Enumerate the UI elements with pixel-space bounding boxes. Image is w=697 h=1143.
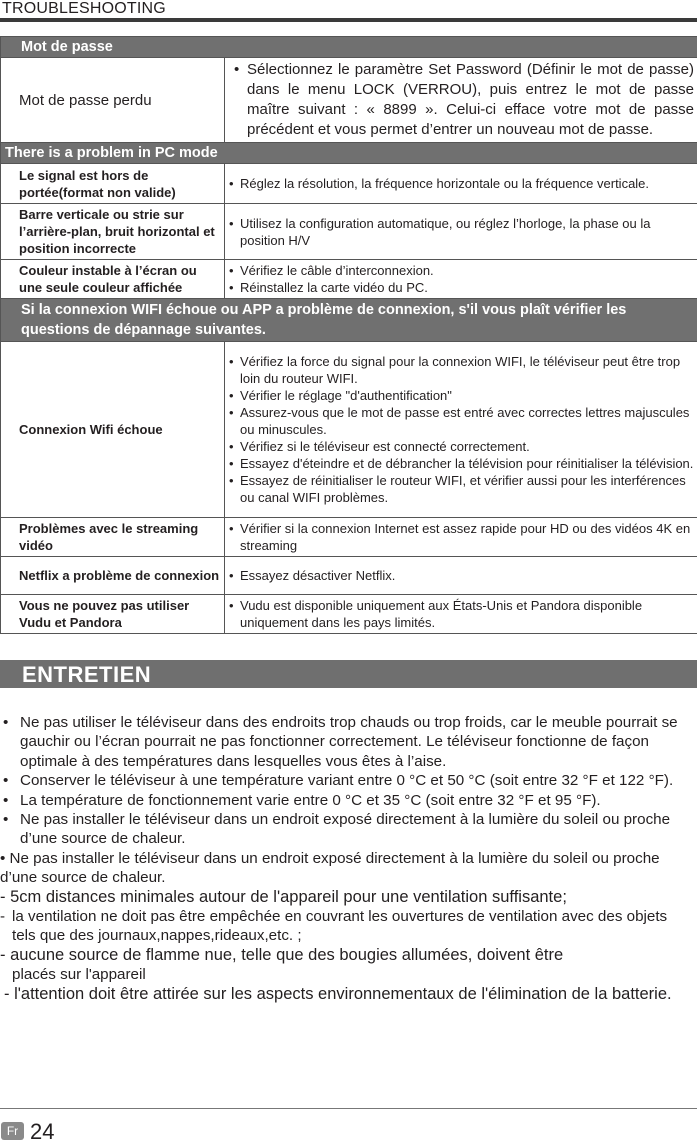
- list-item: - 5cm distances minimales autour de l'appareil pour une ventilation suffisante;: [0, 887, 567, 906]
- solution-item: • Vérifier le réglage "d'authentification": [225, 387, 694, 404]
- solution-item: • Vérifier si la connexion Internet est assez rapide pour HD ou des vidéos 4K en streaming: [225, 520, 694, 554]
- solution-item: • Vudu est disponible uniquement aux États-Unis et Pandora disponible uniquement dans les pays limités.: [225, 597, 694, 631]
- table-row: [1, 260, 697, 299]
- solution-cell: [225, 595, 697, 634]
- list-item-continuation: placés sur l'appareil: [12, 966, 146, 984]
- section-header-wifi: Si la connexion WIFI échoue ou APP a problème de connexion, s'il vous plaît vérifier les questions de dépannage suivantes.: [1, 299, 697, 342]
- solution-cell: [225, 260, 697, 299]
- solution-item: • Réglez la résolution, la fréquence horizontale ou la fréquence verticale.: [225, 175, 694, 192]
- problem-label: Problèmes avec le streaming vidéo: [1, 518, 225, 557]
- table-row: [1, 595, 697, 634]
- section-header-password: Mot de passe: [1, 37, 697, 58]
- table-row: [1, 518, 697, 557]
- solution-cell: [225, 204, 697, 260]
- solution-cell: [225, 58, 697, 143]
- table-row: [1, 342, 697, 518]
- list-item: • La température de fonctionnement varie entre 0 °C et 35 °C (soit entre 32 °F et 95 °F).: [3, 791, 601, 809]
- solution-cell: [225, 557, 697, 595]
- problem-label: Le signal est hors de portée(format non valide): [1, 164, 225, 204]
- list-item: • Ne pas utiliser le téléviseur dans des endroits trop chauds ou trop froids, car le meuble pourrait se gauchir ou l’écran pourrait ne pas fonctionner correctement. Le téléviseur fonctionne de façon optimale à des températures dans lesquelles vous êtes à l’aise.: [3, 714, 678, 770]
- solution-item: • Essayez désactiver Netflix.: [225, 567, 694, 584]
- table-row: [1, 204, 697, 260]
- solution-item: • Vérifiez la force du signal pour la connexion WIFI, le téléviseur peut être trop loin du routeur WIFI.: [225, 353, 694, 387]
- solution-item: • Vérifiez le câble d’interconnexion.: [225, 262, 694, 279]
- troubleshooting-table: [0, 36, 697, 634]
- paragraph: • Ne pas installer le téléviseur dans un endroit exposé directement à la lumière du soleil ou proche d’une source de chaleur.: [0, 849, 660, 887]
- list-item: - aucune source de flamme nue, telle que des bougies allumées, doivent être: [0, 945, 564, 964]
- section-header-pc: There is a problem in PC mode: [1, 143, 697, 164]
- list-item: • Conserver le téléviseur à une température variant entre 0 °C et 50 °C (soit entre 32 °F et 122 °F).: [3, 772, 674, 790]
- problem-label: Couleur instable à l’écran ou une seule couleur affichée: [1, 260, 225, 299]
- solution-item: • Essayez d'éteindre et de débrancher la télévision pour réinitialiser la télévision.: [225, 455, 694, 472]
- list-item: • Ne pas installer le téléviseur dans un endroit exposé directement à la lumière du soleil ou proche d’une source de chaleur.: [3, 811, 671, 848]
- table-row: [1, 557, 697, 595]
- problem-label: Mot de passe perdu: [1, 58, 225, 143]
- problem-label: Netflix a problème de connexion: [1, 557, 225, 595]
- problem-label: Connexion Wifi échoue: [1, 342, 225, 518]
- solution-item: • Assurez-vous que le mot de passe est entré avec correctes lettres majuscules ou minuscules.: [225, 404, 694, 438]
- solution-cell: [225, 342, 697, 518]
- maintenance-text: [0, 713, 692, 1004]
- page-number: 24: [30, 1119, 55, 1143]
- solution-item: • Sélectionnez le paramètre Set Password (Définir le mot de passe) dans le menu LOCK (VERROU), puis entrez le mot de passe maître suivant : « 8899 ». Celui-ci efface votre mot de passe précédent et vous permet d’entrer un nouveau mot de passe.: [225, 60, 694, 140]
- list-item: - la ventilation ne doit pas être empêchée en couvrant les ouvertures de ventilation avec des objets tels que des journaux,nappes,rideaux,etc. ;: [0, 908, 668, 945]
- table-row: [1, 58, 697, 143]
- solution-cell: [225, 518, 697, 557]
- list-item: - l'attention doit être attirée sur les aspects environnementaux de l'élimination de la batterie.: [4, 984, 672, 1003]
- page-title: TROUBLESHOOTING: [2, 0, 166, 17]
- solution-item: • Essayez de réinitialiser le routeur WIFI, et vérifier aussi pour les interférences ou canal WIFI problèmes.: [225, 472, 694, 506]
- solution-cell: [225, 164, 697, 204]
- language-badge: Fr: [1, 1122, 24, 1140]
- problem-label: Vous ne pouvez pas utiliser Vudu et Pandora: [1, 595, 225, 634]
- solution-item: • Vérifiez si le téléviseur est connecté correctement.: [225, 438, 694, 455]
- table-row: [1, 164, 697, 204]
- footer-rule: [0, 1108, 697, 1109]
- section-header-maintenance: ENTRETIEN: [0, 660, 697, 688]
- problem-label: Barre verticale ou strie sur l’arrière-plan, bruit horizontal et position incorrecte: [1, 204, 225, 260]
- title-rule: [0, 18, 697, 22]
- solution-item: • Utilisez la configuration automatique, ou réglez l’horloge, la phase ou la position H/V: [225, 215, 694, 249]
- solution-item: • Réinstallez la carte vidéo du PC.: [225, 279, 694, 296]
